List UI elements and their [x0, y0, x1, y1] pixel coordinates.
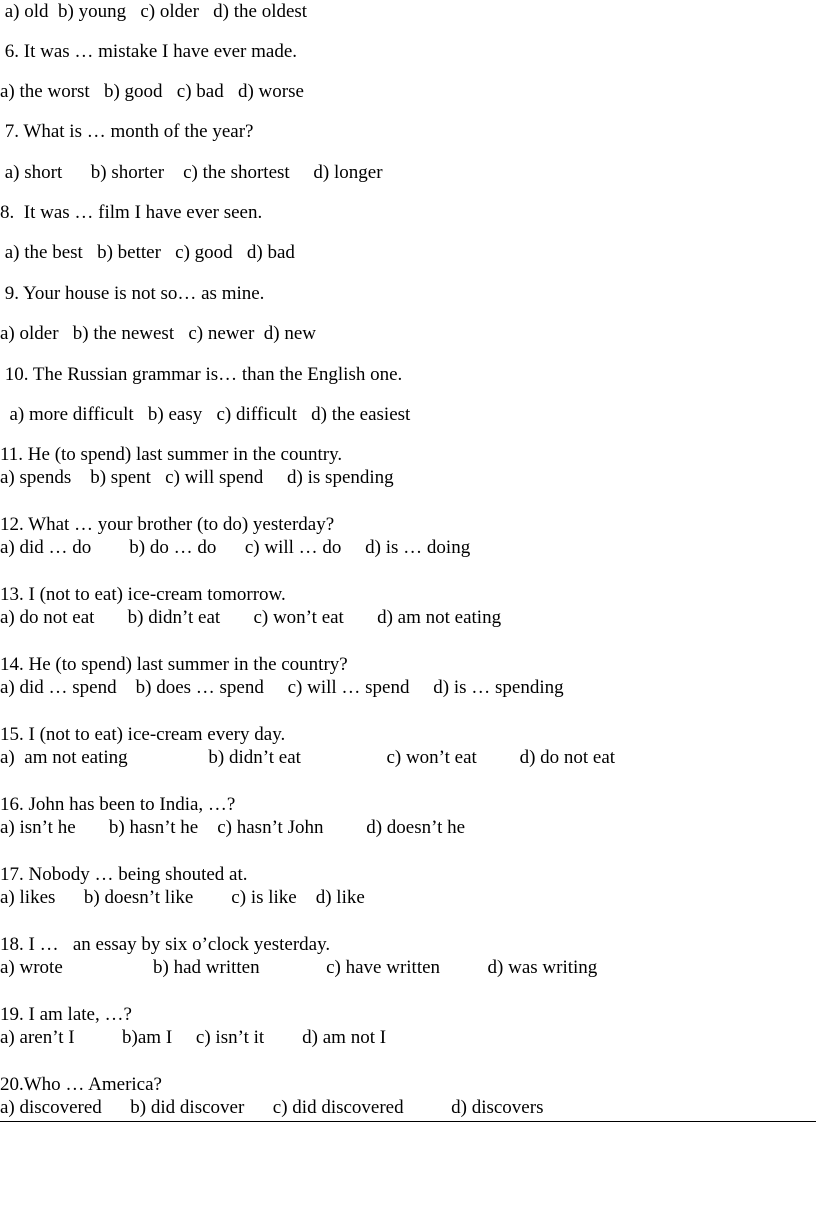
q19-question: 19. I am late, …? — [0, 1004, 132, 1025]
q11-question: 11. He (to spend) last summer in the country. — [0, 444, 343, 465]
q17-question: 17. Nobody … being shouted at. — [0, 864, 248, 885]
q7-question: 7. What is … month of the year? — [0, 121, 254, 142]
q13-question: 13. I (not to eat) ice-cream tomorrow. — [0, 584, 286, 605]
q19-options: a) aren’t I b)am I c) isn’t it d) am not I — [0, 1027, 387, 1048]
q9-options: a) older b) the newest c) newer d) new — [0, 323, 317, 344]
q13-options: a) do not eat b) didn’t eat c) won’t eat d) am not eating — [0, 607, 502, 628]
q8-question: 8. It was … film I have ever seen. — [0, 202, 263, 223]
q7-options: a) short b) shorter c) the shortest d) longer — [0, 162, 383, 183]
q6-options: a) the worst b) good c) bad d) worse — [0, 81, 304, 102]
q6-question: 6. It was … mistake I have ever made. — [0, 41, 298, 62]
q14-question: 14. He (to spend) last summer in the country? — [0, 654, 348, 675]
q11-options: a) spends b) spent c) will spend d) is spending — [0, 467, 394, 488]
q8-options: a) the best b) better c) good d) bad — [0, 242, 295, 263]
q12-options: a) did … do b) do … do c) will … do d) is … doing — [0, 537, 471, 558]
bottom-rule — [0, 1121, 816, 1122]
q10-options: a) more difficult b) easy c) difficult d) the easiest — [0, 404, 411, 425]
q17-options: a) likes b) doesn’t like c) is like d) like — [0, 887, 365, 908]
q20-question: 20.Who … America? — [0, 1074, 162, 1095]
q16-question: 16. John has been to India, …? — [0, 794, 236, 815]
q9-question: 9. Your house is not so… as mine. — [0, 283, 265, 304]
q14-options: a) did … spend b) does … spend c) will … spend d) is … spending — [0, 677, 564, 698]
q12-question: 12. What … your brother (to do) yesterday? — [0, 514, 335, 535]
q18-options: a) wrote b) had written c) have written d) was writing — [0, 957, 598, 978]
q15-question: 15. I (not to eat) ice-cream every day. — [0, 724, 286, 745]
q10-question: 10. The Russian grammar is… than the English one. — [0, 364, 403, 385]
q16-options: a) isn’t he b) hasn’t he c) hasn’t John d) doesn’t he — [0, 817, 466, 838]
q5-options: a) old b) young c) older d) the oldest — [0, 1, 308, 22]
q15-options: a) am not eating b) didn’t eat c) won’t eat d) do not eat — [0, 747, 616, 768]
q18-question: 18. I … an essay by six o’clock yesterday. — [0, 934, 331, 955]
q20-options: a) discovered b) did discover c) did discovered d) discovers — [0, 1097, 544, 1118]
